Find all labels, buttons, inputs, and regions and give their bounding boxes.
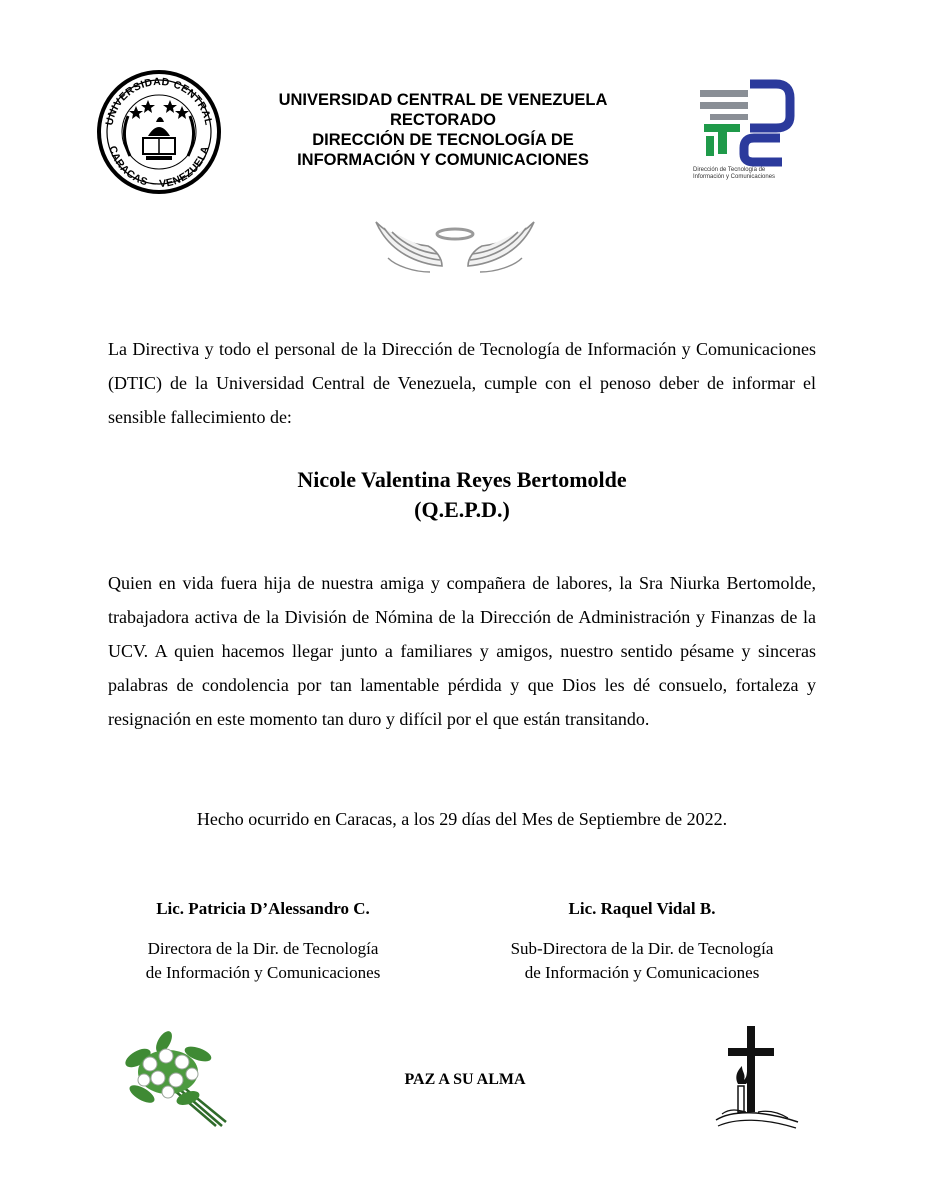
signature-name: Lic. Patricia D’Alessandro C. bbox=[156, 899, 370, 918]
deceased-name: Nicole Valentina Reyes Bertomolde bbox=[297, 467, 627, 492]
signature-role-line1: Directora de la Dir. de Tecnología bbox=[147, 939, 379, 958]
intro-paragraph: La Directiva y todo el personal de la Dirección de Tecnología de Información y Comunicaciones (DTIC) de la Universidad Central de Venezuela, cumple con el penoso deber de informar el sensible fallecimiento de: bbox=[108, 339, 816, 427]
flower-bouquet-icon bbox=[118, 1028, 228, 1128]
header-title bbox=[240, 90, 646, 170]
cross-with-candle-icon bbox=[712, 1022, 802, 1137]
footer-text: PAZ A SU ALMA bbox=[404, 1071, 526, 1088]
dtic-caption-line2: Información y Comunicaciones bbox=[693, 174, 776, 180]
signature-block-subdirector bbox=[462, 897, 822, 985]
university-seal-icon bbox=[90, 66, 228, 196]
signature-role bbox=[83, 937, 443, 985]
signature-name: Lic. Raquel Vidal B. bbox=[568, 899, 716, 918]
signature-role-line1: Sub-Directora de la Dir. de Tecnología bbox=[510, 939, 774, 958]
dtic-caption-line1: Dirección de Tecnología de bbox=[693, 167, 766, 173]
header-line-informacion: INFORMACIÓN Y COMUNICACIONES bbox=[297, 151, 589, 169]
seal-bottom-text: CARACAS – VENEZUELA bbox=[106, 144, 212, 191]
seal-top-text: UNIVERSIDAD CENTRAL bbox=[103, 75, 215, 127]
signature-block-director bbox=[83, 897, 443, 985]
dtic-caption bbox=[693, 167, 803, 181]
signature-role-line2: de Información y Comunicaciones bbox=[145, 963, 381, 982]
deceased-suffix: (Q.E.P.D.) bbox=[414, 497, 510, 522]
angel-wings-icon bbox=[370, 214, 540, 284]
header-line-university: UNIVERSIDAD CENTRAL DE VENEZUELA bbox=[278, 91, 608, 109]
header-line-rectorado: RECTORADO bbox=[389, 111, 497, 129]
condolence-paragraph: Quien en vida fuera hija de nuestra amiga y compañera de labores, la Sra Niurka Bertomolde, trabajadora activa de la División de Nómina de la Dirección de Administración y Finanzas de la UCV. A quien hacemos llegar junto a familiares y amigos, nuestro sentido pésame y sinceras palabras de condolencia por tan lamentable pérdida y que Dios les dé consuelo, fortaleza y resignación en este momento tan duro y difícil por el que están transitando. bbox=[108, 573, 816, 729]
closing-statement: Hecho ocurrido en Caracas, a los 29 días del Mes de Septiembre de 2022. bbox=[196, 809, 728, 829]
signature-role-line2: de Información y Comunicaciones bbox=[524, 963, 760, 982]
deceased-block bbox=[108, 465, 816, 525]
signature-role bbox=[462, 937, 822, 985]
header-line-direccion: DIRECCIÓN DE TECNOLOGÍA DE bbox=[312, 131, 574, 149]
